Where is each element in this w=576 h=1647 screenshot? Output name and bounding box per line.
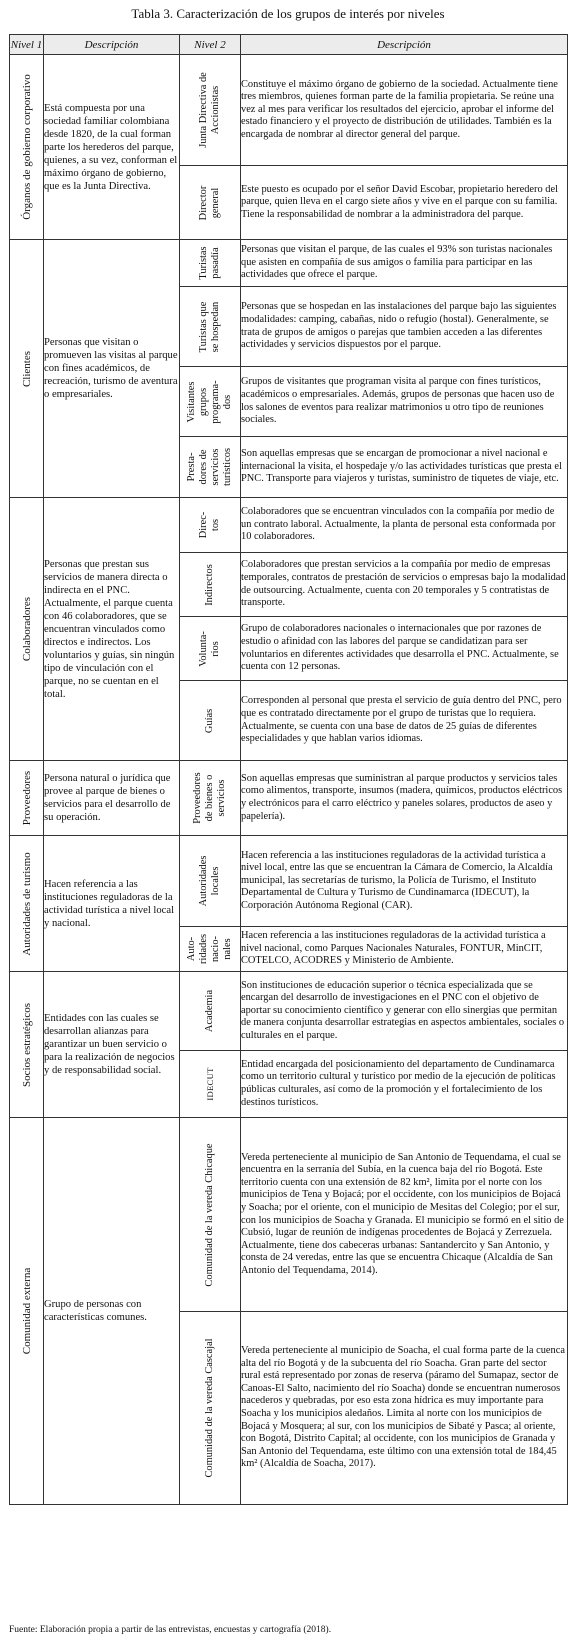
nivel1-cell <box>10 836 44 972</box>
nivel1-description: Hacen referencia a las instituciones reguladoras de la actividad turística a nivel local y nacional. <box>44 836 180 972</box>
nivel2-label-line: dores de <box>198 449 209 485</box>
nivel1-description: Está compuesta por una sociedad familiar colombiana desde 1820, de la cual forman parte los herederos del parque, quienes, a su vez, conforman el máximo órgano de gobierno, que es la Junta Directiva. <box>44 55 180 240</box>
nivel2-description: Personas que se hospedan en las instalaciones del parque bajo las siguientes modalidades: camping, cabañas, nido o refugio (hostal). Generalmente, se trata de grupos de amigos o parejas que tambien acceden a las diferentes actividades y servicios dispuestos por el parque. <box>241 287 568 367</box>
nivel2-label <box>198 512 222 539</box>
nivel2-label-line: Proveedores <box>192 772 203 824</box>
nivel2-label-line: nales <box>222 938 233 960</box>
nivel2-cell <box>180 761 241 836</box>
nivel2-label-line: Junta Directiva de <box>198 72 209 148</box>
nivel2-label-line: Comunidad de la vereda Cascajal <box>204 1338 215 1478</box>
nivel2-label-line: Auto- <box>186 936 197 962</box>
nivel2-label-line: pasadía <box>210 247 221 279</box>
nivel2-label-line: programa- <box>210 379 221 424</box>
nivel2-label <box>204 1143 216 1286</box>
nivel2-label-line: de bienes o <box>204 774 215 822</box>
nivel2-cell <box>180 681 241 761</box>
nivel2-description: Son instituciones de educación superior o técnica especializada que se encargan del desarrollo de investigaciones en el PNC con el objetivo de aportar su conocimiento científico y generar con ello sinergias que permitan de manera conjunta desarrollar estrategias en aspectos ambientales, sociales o culturales en el parque. <box>241 972 568 1051</box>
nivel2-label-line: turísticos <box>222 447 233 487</box>
nivel2-label <box>198 856 222 907</box>
nivel2-label-line: se hospedan <box>210 301 221 352</box>
nivel2-cell <box>180 1118 241 1312</box>
nivel1-cell <box>10 1118 44 1505</box>
nivel2-label <box>198 631 222 667</box>
nivel2-label-line: Academia <box>204 989 215 1033</box>
nivel2-description: Grupos de visitantes que programan visita al parque con fines turísticos, académicos o empresariales. Además, grupos de personas que hacen uso de los salones de eventos para realizar matrimonios u otro tipo de reuniones sociales. <box>241 367 568 437</box>
nivel1-description: Personas que prestan sus servicios de manera directa o indirecta en el PNC. Actualmente, el parque cuenta con 46 colaboradores, que se encuentran vinculados como directos e indirectos. Los voluntarios y guías, sin ningún tipo de vinculación con el parque, no se cuentan en el total. <box>44 498 180 761</box>
nivel2-cell <box>180 1051 241 1118</box>
table-row <box>10 498 568 553</box>
nivel2-label <box>186 380 234 423</box>
nivel2-cell <box>180 617 241 681</box>
nivel2-description: Grupo de colaboradores nacionales o internacionales que por razones de estudio o afinidad con las labores del parque se candidatizan para ser voluntarios en diferentes actividades que desarrolla el PNC. Actualmente, se cuenta con 12 personas. <box>241 617 568 681</box>
header-nivel1: Nivel 1 <box>10 35 44 55</box>
nivel2-cell <box>180 55 241 166</box>
nivel1-label: Comunidad externa <box>20 1267 33 1355</box>
nivel2-description: Personas que visitan el parque, de las cuales el 93% son turistas nacionales que asisten en compañía de sus amigos o familia para participar en las actividades que ofrece el parque. <box>241 240 568 287</box>
nivel2-description: Vereda perteneciente al municipio de San Antonio de Tequendama, el cual se encuentra en la serranía del Subía, en la cuenca baja del río Bogotá. Este territorio cuenta con una extensión de 82 km², limita por el norte con los municipios de Tena y Bojacá; por el occidente, con los municipios de Bojacá y Soacha; por el oriente, con el municipio de Mesitas del Colegio; por el sur, con los municipios de Soacha y Granada. El municipio se formó en el sitio de Cubsió, lugar de reunión de indígenas procedentes de Bojacá y Zerrezuela. Actualmente, tiene dos cabeceras urbanas: Santandercito y San Antonio, y consta de 24 veredas, entre las que se encuentra Chicaque (Alcaldía de San Antonio del Tequendama, 2014). <box>241 1118 568 1312</box>
nivel1-description: Persona natural o jurídica que provee al parque de bienes o servicios para el desarrollo de su operación. <box>44 761 180 836</box>
nivel2-label-line: Comunidad de la vereda Chicaque <box>204 1142 215 1287</box>
nivel2-cell <box>180 498 241 553</box>
nivel1-description: Entidades con las cuales se desarrollan alianzas para garantizar un buen servicio o para la realización de negocios y de responsabilidad social. <box>44 972 180 1118</box>
table-source-footer: Fuente: Elaboración propia a partir de las entrevistas, encuestas y cartografía (2018). <box>9 1625 332 1635</box>
nivel2-label-line: Autoridades <box>198 855 209 907</box>
nivel1-description: Personas que visitan o promueven las visitas al parque con fines académicos, de recreación, turismo de aventura o empresariales. <box>44 240 180 498</box>
nivel2-description: Son aquellas empresas que se encargan de promocionar a nivel nacional e internacional la visita, el hospedaje y/o las actividades turísticas que presta el PNC. Transporte para viajeros y turistas, suministro de tiquetes de viaje, etc. <box>241 437 568 498</box>
nivel2-label-line: tos <box>210 518 221 532</box>
nivel2-label-line: nacio- <box>210 936 221 962</box>
nivel2-cell <box>180 240 241 287</box>
nivel2-description: Hacen referencia a las instituciones reguladoras de la actividad turística a nivel nacional, como Parques Nacionales Naturales, FONTUR, MinCIT, COTELCO, ACODRES y Ministerio de Ambiente. <box>241 927 568 972</box>
nivel2-label <box>204 564 216 606</box>
nivel2-label-line: Guías <box>204 708 215 733</box>
nivel2-cell <box>180 972 241 1051</box>
nivel2-label-line: IDECUT <box>205 1067 215 1101</box>
nivel2-label <box>198 301 222 352</box>
nivel2-cell <box>180 836 241 927</box>
nivel2-label <box>204 708 216 732</box>
nivel2-label-line: general <box>210 187 221 218</box>
nivel2-description: Constituye el máximo órgano de gobierno de la sociedad. Actualmente tiene tres miembros, quienes forman parte de la familia propietaria. Se reúne una vez al mes para verificar los resultados del ejercicio, aprobar el informe del estado financiero y el proyecto de distribución de utilidades. También es la encargada de nombrar al director general del parque. <box>241 55 568 166</box>
nivel2-cell <box>180 166 241 240</box>
nivel2-cell <box>180 1312 241 1505</box>
table-row <box>10 836 568 927</box>
nivel2-label <box>204 1338 216 1477</box>
nivel1-label: Clientes <box>20 350 33 387</box>
nivel2-label <box>186 934 234 964</box>
nivel2-label-line: Director <box>198 185 209 220</box>
nivel2-label-line: Presta- <box>186 452 197 482</box>
nivel2-description: Entidad encargada del posicionamiento del departamento de Cundinamarca como un territorio cultural y turístico por medio de la ejecución de políticas públicas culturales, así como de la promoción y el fortalecimiento de los destinos turísticos. <box>241 1051 568 1118</box>
header-nivel2: Nivel 2 <box>180 35 241 55</box>
table-row <box>10 1118 568 1312</box>
nivel1-description: Grupo de personas con características comunes. <box>44 1118 180 1505</box>
nivel2-label <box>198 72 222 148</box>
nivel2-description: Este puesto es ocupado por el señor David Escobar, propietario heredero del parque, quien lleva en el cargo siete años y vive en el parque con su familia. Tiene la responsabilidad de nombrar a la administradora del parque. <box>241 166 568 240</box>
nivel2-cell <box>180 367 241 437</box>
nivel2-description: Hacen referencia a las instituciones reguladoras de la actividad turística a nivel local, entre las que se encuentran la Cámara de Comercio, la Alcaldía municipal, las secretarías de turismo, la Policía de Turismo, el Instituto Departamental de Cultura y Turismo de Cundinamarca (IDECUT), la Corporación Autónoma Regional (CAR). <box>241 836 568 927</box>
nivel2-label-line: dos <box>222 394 233 409</box>
nivel2-label-line: rios <box>210 640 221 657</box>
table-body <box>10 55 568 1505</box>
table-row <box>10 761 568 836</box>
nivel1-cell <box>10 498 44 761</box>
table-row <box>10 240 568 287</box>
nivel2-label-line: Turistas que <box>198 301 209 352</box>
nivel2-description: Colaboradores que prestan servicios a la compañía por medio de empresas temporales, contratos de prestación de servicios o empresas bajo la modalidad de outsourcing. Actualmente, cuenta con 20 temporales y 5 contratistas de transporte. <box>241 553 568 617</box>
nivel2-cell <box>180 927 241 972</box>
nivel2-label <box>198 185 222 220</box>
nivel2-label-line: servicios <box>210 448 221 486</box>
nivel2-description: Corresponden al personal que presta el servicio de guía dentro del PNC, pero que es contratado directamente por el grupo de turistas que lo requiera. Actualmente, se cuenta con una base de datos de 25 guías de diferentes especialidades y que hablan varios idiomas. <box>241 681 568 761</box>
nivel1-label: Colaboradores <box>20 596 33 662</box>
table-row <box>10 972 568 1051</box>
nivel2-description: Son aquellas empresas que suministran al parque productos y servicios tales como alimentos, transporte, insumos (madera, químicos, productos eléctricos y electrónicos para el carro eléctrico y paneles solares, productos de aseo y papelería). <box>241 761 568 836</box>
nivel1-label: Autoridades de turismo <box>20 851 33 956</box>
stakeholder-table <box>9 34 568 1505</box>
nivel2-label <box>204 990 216 1032</box>
nivel2-label <box>192 772 228 823</box>
nivel2-description: Vereda perteneciente al municipio de Soacha, el cual forma parte de la cuenca alta del río Bogotá y de la subcuenta del río Soacha. Gran parte del sector rural está representado por zonas de reserva (páramo del Sumapaz, sector de Canoas-El Salto, nacimiento del río Soacha) donde se encuentran numerosos nacederos y quebradas, por eso esta zona hídrica es muy importante para Soacha y los municipios aledaños. Limita al norte con los municipios de Bojacá y Mosquera; al sur, con los municipios de Sibaté y Pasca; al oriente, con Bogotá, Distrito Capital; al occidente, con los municipios de Granada y San Antonio del Tequendama, este último con una extensión total de 184,45 km² (Alcaldía de Soacha, 2017). <box>241 1312 568 1505</box>
nivel2-label-line: ridades <box>198 933 209 965</box>
nivel2-label <box>198 246 222 279</box>
nivel2-label <box>186 448 234 486</box>
nivel1-cell <box>10 240 44 498</box>
nivel2-cell <box>180 437 241 498</box>
nivel2-label-line: servicios <box>216 779 227 817</box>
nivel1-cell <box>10 761 44 836</box>
nivel1-cell <box>10 55 44 240</box>
table-row <box>10 55 568 166</box>
nivel2-label <box>204 1067 216 1100</box>
nivel1-label: Proveedores <box>20 770 33 826</box>
nivel2-description: Colaboradores que se encuentran vinculados con la compañía por medio de un contrato laboral. Actualmente, la planta de personal esta conformada por 10 colaboradores. <box>241 498 568 553</box>
header-row <box>10 35 568 55</box>
nivel2-label-line: Turistas <box>198 246 209 280</box>
nivel2-label-line: grupos <box>198 387 209 416</box>
nivel2-label-line: Accionistas <box>210 85 221 135</box>
nivel2-label-line: Volunta- <box>198 630 209 667</box>
nivel2-label-line: locales <box>210 866 221 896</box>
nivel2-label-line: Visitantes <box>186 381 197 422</box>
header-descripcion2: Descripción <box>241 35 568 55</box>
nivel1-label: Órganos de gobierno corporativo <box>20 74 33 220</box>
header-descripcion1: Descripción <box>44 35 180 55</box>
nivel2-label-line: Indirectos <box>204 563 215 606</box>
nivel2-cell <box>180 553 241 617</box>
nivel2-label-line: Direc- <box>198 511 209 539</box>
nivel1-label: Socios estratégicos <box>20 1002 33 1087</box>
nivel1-cell <box>10 972 44 1118</box>
table-title: Tabla 3. Caracterización de los grupos de interés por niveles <box>131 6 445 21</box>
nivel2-cell <box>180 287 241 367</box>
